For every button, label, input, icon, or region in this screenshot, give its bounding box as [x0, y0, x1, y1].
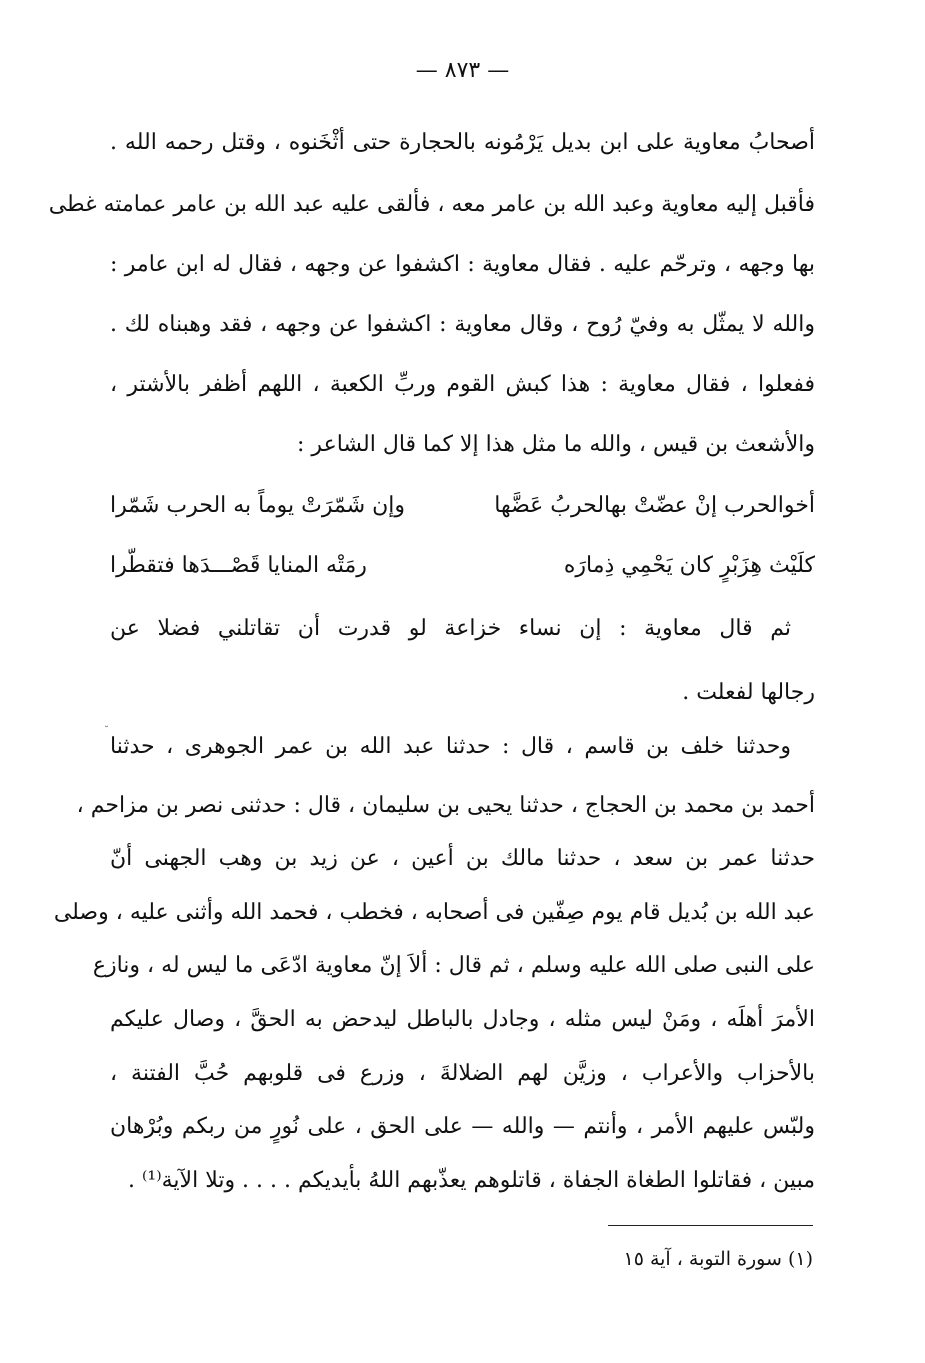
hemistich-second: وإن شَمّرَتْ يوماً به الحرب شَمّرا — [110, 493, 406, 518]
text-line: رجالها لفعلت . — [682, 680, 815, 705]
text-line: أحمد بن محمد بن الحجاج ، حدثنا يحيى بن سليمان ، قال : حدثنى نصر بن مزاحم ، — [76, 793, 815, 818]
hemistich-first: كلَيْث هِزَبْرٍ كان يَحْمِي ذِمارَه — [563, 553, 815, 578]
hemistich-second: رمَتْه المنايا قَصْـــدَها فتقطّرا — [110, 553, 367, 578]
text-line: فأقبل إليه معاوية وعبد الله بن عامر معه ، فألقى عليه عبد الله بن عامر عمامته غطى — [48, 192, 815, 217]
text-line: حدثنا عمر بن سعد ، حدثنا مالك بن أعين ، عن زيد بن وهب الجهنى أنّ — [110, 846, 815, 871]
text-line: ففعلوا ، فقال معاوية : هذا كبش القوم وربِّ الكعبة ، اللهم أظفر بالأشتر ، — [110, 372, 815, 397]
footnote-divider — [608, 1225, 813, 1226]
text-line: على النبى صلى الله عليه وسلم ، ثم قال : ألاَ إنّ معاوية ادّعَى ما ليس له ، ونازع — [92, 953, 815, 978]
text-line: الأمرَ أهلَه ، ومَنْ ليس مثله ، وجادل بالباطل ليدحض به الحقَّ ، وصال عليكم — [110, 1007, 815, 1032]
text-line: والأشعث بن قيس ، والله ما مثل هذا إلا كما قال الشاعر : — [297, 432, 815, 457]
text-line: وحدثنا خلف بن قاسم ، قال : حدثنا عبد الله بن عمر الجوهرى ، حدثنا — [110, 734, 791, 759]
text-line: بها وجهه ، وترحّم عليه . فقال معاوية : اكشفوا عن وجهه ، فقال له ابن عامر : — [110, 252, 815, 277]
footnote: (١) سورة التوبة ، آية ١٥ — [623, 1248, 813, 1270]
text-line: بالأحزاب والأعراب ، وزيَّن لهم الضلالةَ ، وزرع فى قلوبهم حُبَّ الفتنة ، — [110, 1061, 815, 1086]
text-line: ولبّس عليهم الأمر ، وأنتم — والله — على الحق ، على نُورٍ من ربكم وبُرْهان — [110, 1114, 815, 1139]
text-line: مبين ، فقاتلوا الطغاة الجفاة ، قاتلوهم يعذّبهم اللهُ بأيديكم . . . . وتلا الآية⁽¹⁾ . — [128, 1168, 815, 1193]
scan-mark: ˘ — [104, 726, 109, 737]
text-line: ثم قال معاوية : إن نساء خزاعة لو قدرت أن تقاتلني فضلا عن — [110, 616, 791, 641]
text-line: عبد الله بن بُديل قام يوم صِفّين فى أصحابه ، فخطب ، فحمد الله وأثنى عليه ، وصلى — [53, 900, 815, 925]
text-line: أصحابُ معاوية على ابن بديل يَرْمُونه بالحجارة حتى أثْخَنوه ، وقتل رحمه الله . — [110, 130, 815, 155]
hemistich-first: أخوالحرب إنْ عضّتْ بهالحربُ عَضَّها — [494, 493, 815, 518]
page-number: — ٨٧٣ — — [415, 58, 510, 83]
text-line: والله لا يمثّل به وفيّ رُوح ، وقال معاوية : اكشفوا عن وجهه ، فقد وهبناه لك . — [110, 312, 815, 337]
